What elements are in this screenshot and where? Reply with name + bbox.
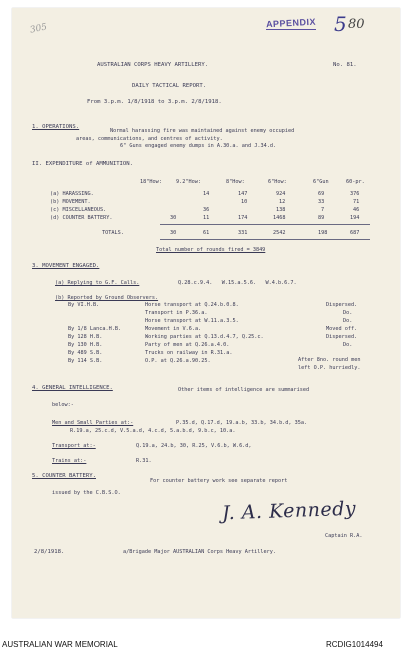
men-parties-label: Men and Small Parties at:-	[52, 420, 134, 426]
row-label-counter-battery: (d) COUNTER BATTERY.	[50, 215, 113, 221]
total-rounds-fired: Total number of rounds fired = 3849	[156, 247, 266, 253]
cell: 46	[353, 207, 360, 213]
total-cell: 61	[203, 230, 210, 236]
section-operations-heading: 1. OPERATIONS.	[32, 124, 80, 130]
total-cell: 331	[238, 230, 248, 236]
cell: 89	[318, 215, 325, 221]
report-period: From 3.p.m. 1/8/1918 to 3.p.m. 2/8/1918.	[87, 99, 222, 105]
movement-by: By 489 S.B.	[68, 350, 103, 356]
movement-result: Do.	[343, 310, 353, 316]
report-title: DAILY TACTICAL REPORT.	[132, 83, 207, 89]
totals-rule	[160, 224, 370, 225]
col-header-8how: 8"How:	[226, 179, 245, 185]
operations-line-1: Normal harassing fire was maintained against enemy occupied	[110, 128, 295, 134]
section-ammunition-heading: II. EXPENDITURE of AMMUNITION.	[32, 161, 134, 167]
cell: 138	[276, 207, 286, 213]
cell: 174	[238, 215, 248, 221]
movement-text: Party of men at Q.26.a.4.0.	[145, 342, 230, 348]
movement-by: By VI.H.B.	[68, 302, 100, 308]
cell: 376	[350, 191, 360, 197]
trains-value: R.31.	[136, 458, 152, 464]
movement-result: Do.	[343, 342, 353, 348]
cell: 71	[353, 199, 360, 205]
cell: 7	[321, 207, 325, 213]
counter-battery-line-2: issued by the C.B.S.O.	[52, 490, 121, 496]
movement-result: Do.	[343, 318, 353, 324]
section-movement-heading: 3. MOVEMENT ENGAGED.	[32, 263, 100, 269]
signatory-rank: Captain R.A.	[325, 533, 363, 539]
col-header-6how: 6"How:	[268, 179, 287, 185]
total-cell: 2542	[273, 230, 286, 236]
movement-text: Working parties at Q.13.d.4.7, Q.25.c.	[145, 334, 264, 340]
men-parties-line-1: P.35.d, Q.17.d, 19.a.b, 33.b, 34.b.d, 35a.	[176, 420, 308, 426]
movement-result: After 8no. round men	[298, 357, 361, 363]
movement-text: Movement in V.6.a.	[145, 326, 202, 332]
movement-result: Moved off.	[326, 326, 358, 332]
report-date: 2/8/1918.	[34, 549, 65, 555]
reported-by-observers: (b) Reported by Ground Observers.	[55, 295, 159, 301]
replying-to-gf-calls: (a) Replying to G.F. Calls.	[55, 280, 140, 286]
intelligence-intro: Other items of intelligence are summarised	[178, 387, 310, 393]
cell: 69	[318, 191, 325, 197]
movement-by: By 1/8 Lanca.H.B.	[68, 326, 122, 332]
cell: 10	[241, 199, 248, 205]
cell: 1468	[273, 215, 286, 221]
movement-text: Transport in P.36.a.	[145, 310, 208, 316]
movement-result: Dispersed.	[326, 334, 358, 340]
movement-text: Trucks on railway in R.31.a.	[145, 350, 233, 356]
row-label-movement: (b) MOVEMENT.	[50, 199, 91, 205]
section-intelligence-heading: 4. GENERAL INTELLIGENCE.	[32, 385, 113, 391]
signatory-office: a/Brigade Major AUSTRALIAN Corps Heavy Artillery.	[123, 549, 277, 555]
cell: 33	[318, 199, 325, 205]
movement-by: By 128 H.B.	[68, 334, 103, 340]
appendix-stamp-underline	[266, 29, 316, 30]
movement-by: By 130 H.B.	[68, 342, 103, 348]
intelligence-below: below:-	[52, 402, 74, 408]
section-counter-battery-heading: 5. COUNTER BATTERY.	[32, 473, 96, 479]
col-header-92how: 9.2"How:	[176, 179, 201, 185]
cell: 36	[203, 207, 210, 213]
col-header-18how: 18"How:	[140, 179, 162, 185]
appendix-stamp	[266, 18, 316, 30]
men-parties-line-2: R.19.a, 25.c.d, V.5.a.d, 4.c.d, 5.a.b.d, 9.b.c, 10.a.	[70, 428, 236, 434]
footer-reference: RCDIG1014494	[326, 640, 383, 649]
handwritten-signature: J. A. Kennedy	[221, 497, 357, 525]
movement-text: Horse transport at Q.24.b.0.8.	[145, 302, 239, 308]
movement-result: Dispersed.	[326, 302, 358, 308]
transport-value: Q.19.a, 24.b, 30, R.25, V.6.b, W.6.d,	[136, 443, 252, 449]
appendix-stamp-text: APPENDIX	[265, 16, 317, 30]
cell: 12	[279, 199, 286, 205]
movement-by: By 114 S.B.	[68, 358, 103, 364]
operations-line-3: 6" Guns engaged enemy dumps in A.30.a. and J.34.d.	[120, 143, 277, 149]
col-header-60pr: 60-pr.	[346, 179, 365, 185]
totals-rule-bottom	[160, 239, 370, 240]
operations-line-2: areas, communications, and centres of activity.	[76, 136, 223, 142]
cell: 30	[170, 215, 177, 221]
cell: 14	[203, 191, 210, 197]
corner-pencil-note: 305	[29, 22, 49, 36]
replying-refs: Q.28.c.9.4. W.15.a.5.6. W.4.b.6.7.	[178, 280, 297, 286]
cell: 194	[350, 215, 360, 221]
folio-number: 80	[348, 17, 365, 32]
unit-heading: AUSTRALIAN CORPS HEAVY ARTILLERY.	[97, 62, 209, 68]
movement-text: Horse transport at W.11.a.3.5.	[145, 318, 239, 324]
movement-result: left O.P. hurriedly.	[298, 365, 361, 371]
total-cell: 30	[170, 230, 177, 236]
row-label-miscellaneous: (c) MISCELLANEOUS.	[50, 207, 107, 213]
row-label-harassing: (a) HARASSING.	[50, 191, 94, 197]
total-cell: 198	[318, 230, 328, 236]
report-number: No. 81.	[333, 62, 357, 68]
trains-label: Trains at:-	[52, 458, 87, 464]
appendix-number: 5	[334, 12, 347, 36]
cell: 11	[203, 215, 210, 221]
col-header-6gun: 6"Gun	[313, 179, 329, 185]
cell: 147	[238, 191, 248, 197]
total-cell: 687	[350, 230, 360, 236]
footer-source: AUSTRALIAN WAR MEMORIAL	[2, 640, 118, 649]
counter-battery-line-1: For counter battery work see separate report	[150, 478, 288, 484]
totals-label: TOTALS.	[102, 230, 124, 236]
cell: 924	[276, 191, 286, 197]
transport-label: Transport at:-	[52, 443, 96, 449]
movement-text: O.P. at Q.26.a.90.25.	[145, 358, 211, 364]
